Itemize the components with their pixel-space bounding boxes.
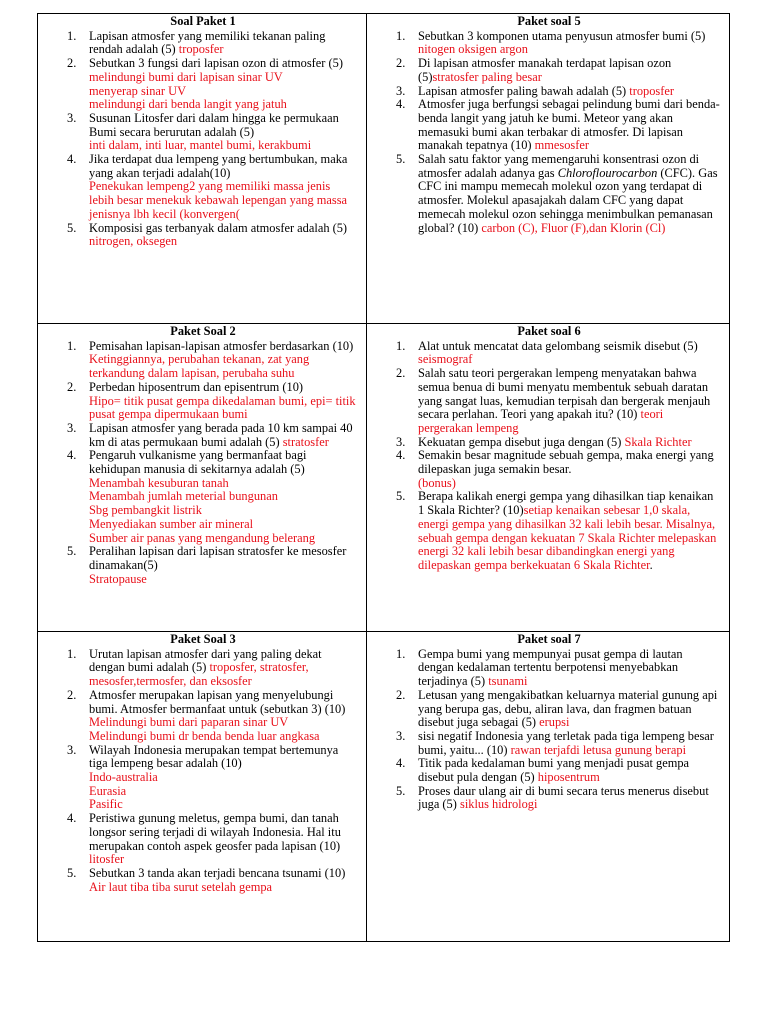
answer-text: Penekukan lempeng2 yang memiliki massa jenis lebih besar menekuk kebawah lepengan yang massa jenisnya lbh kecil (konvergen( bbox=[89, 179, 348, 221]
question-number: 4. bbox=[67, 811, 77, 826]
answer-text: setiap kenaikan sebesar 1,0 skala, energi gempa yang dihasilkan 32 kali lebih besar. Misalnya, sebuah gempa dengan kekuatan 7 Skala Richter melepaskan energi 32 kali lebih besar dibandingkan energi yang dilepaskan gempa berkekuatan 6 Skala Richter bbox=[418, 503, 717, 572]
question-item bbox=[48, 744, 358, 813]
answer-text: carbon (C), Fluor (F),dan Klorin (Cl) bbox=[481, 220, 666, 235]
question-item bbox=[377, 98, 721, 153]
question-text: Komposisi gas terbanyak dalam atmosfer adalah (5) bbox=[89, 220, 348, 235]
question-number: 4. bbox=[67, 448, 77, 463]
question-text: Salah satu teori pergerakan lempeng menyatakan bahwa semua benua di bumi menyatu membentuk sebuah daratan yang sangat luas, kemudian terpisah dan bergerak menjauh secara perlahan. Teori yang apakah itu? (10) bbox=[418, 366, 711, 422]
question-number: 4. bbox=[396, 756, 406, 771]
question-item bbox=[48, 689, 358, 744]
question-item bbox=[48, 57, 358, 112]
question-item bbox=[48, 112, 358, 153]
question-list bbox=[48, 648, 358, 895]
question-text: Perbedan hiposentrum dan episentrum (10) bbox=[89, 379, 304, 394]
question-item bbox=[377, 490, 721, 572]
answer-text: troposfer, stratosfer, mesosfer,termosfer, dan eksosfer bbox=[89, 660, 309, 689]
answer-text: Sbg pembangkit listrik bbox=[89, 503, 202, 518]
cell-paket-5 bbox=[367, 14, 729, 324]
answer-text: Air laut tiba tiba surut setelah gempa bbox=[89, 879, 273, 894]
cell-paket-3 bbox=[38, 632, 367, 941]
packet-title: Paket Soal 3 bbox=[170, 632, 236, 646]
question-number: 5. bbox=[396, 489, 406, 504]
packet-title: Paket soal 6 bbox=[517, 324, 581, 338]
question-item bbox=[377, 436, 721, 450]
question-item bbox=[377, 689, 721, 730]
question-number: 1. bbox=[396, 646, 406, 661]
question-number: 1. bbox=[67, 338, 77, 353]
question-text: Lapisan atmosfer yang memiliki tekanan paling rendah adalah (5) bbox=[89, 28, 326, 57]
question-item bbox=[48, 222, 358, 249]
question-text: Titik pada kedalaman bumi yang menjadi pusat gempa disebut pula dengan (5) bbox=[418, 756, 690, 785]
question-number: 1. bbox=[67, 646, 77, 661]
question-text: Gempa bumi yang mempunyai pusat gempa di lautan dengan kedalaman tertentu berpotensi menyebabkan terjadinya (5) bbox=[418, 646, 683, 689]
question-item bbox=[377, 153, 721, 235]
answer-text: litosfer bbox=[89, 852, 125, 867]
question-list bbox=[48, 340, 358, 587]
answer-text: Indo-australia bbox=[89, 770, 158, 785]
question-list bbox=[48, 30, 358, 249]
answer-text: Ketinggiannya, perubahan tekanan, zat yang terkandung dalam lapisan, perubaha suhu bbox=[89, 352, 310, 381]
question-item bbox=[377, 85, 721, 99]
question-item bbox=[377, 340, 721, 367]
question-text: Lapisan atmosfer yang berada pada 10 km sampai 40 km di atas permukaan bumi adalah (5) bbox=[89, 420, 353, 449]
question-text: Sebutkan 3 fungsi dari lapisan ozon di atmosfer (5) bbox=[89, 56, 343, 71]
answer-text: Stratopause bbox=[89, 571, 147, 586]
question-text-part: (CFC). Gas CFC ini mampu memecah molekul ozon yang terdapat di atmosfer. Molekul apasajakah dalam CFC yang dapat memecah molekul ozon sehingga menimbulkan pemanasan global? (10) bbox=[418, 165, 718, 235]
question-item bbox=[48, 449, 358, 545]
question-text: Sebutkan 3 tanda akan terjadi bencana tsunami (10) bbox=[89, 865, 346, 880]
question-number: 2. bbox=[67, 379, 77, 394]
question-text: Alat untuk mencatat data gelombang seismik disebut (5) bbox=[418, 338, 698, 353]
question-number: 5. bbox=[67, 544, 77, 559]
question-item bbox=[48, 545, 358, 586]
answer-text: melindungi dari benda langit yang jatuh bbox=[89, 97, 287, 112]
answer-text: rawan terjafdi letusa gunung berapi bbox=[510, 742, 687, 757]
question-text-part: Salah satu faktor yang memengaruhi konsentrasi ozon di atmosfer adalah adanya gas bbox=[418, 152, 700, 180]
question-item bbox=[48, 812, 358, 867]
answer-text: stratosfer paling besar bbox=[432, 69, 542, 84]
question-text-italic: Chloroflourocarbon bbox=[557, 165, 658, 180]
question-item bbox=[377, 730, 721, 757]
answer-text: nitogen oksigen argon bbox=[418, 42, 528, 57]
question-item bbox=[377, 648, 721, 689]
answer-text: troposfer bbox=[178, 42, 224, 57]
question-number: 3. bbox=[67, 110, 77, 125]
answer-text: Sumber air panas yang mengandung belerang bbox=[89, 530, 316, 545]
question-item bbox=[48, 340, 358, 381]
packet-title: Paket soal 5 bbox=[517, 14, 581, 28]
question-number: 5. bbox=[67, 220, 77, 235]
question-text: Susunan Litosfer dari dalam hingga ke permukaan Bumi secara berurutan adalah (5) bbox=[89, 110, 339, 139]
question-number: 5. bbox=[396, 152, 406, 167]
answer-text: stratosfer bbox=[282, 434, 329, 449]
question-text: Berapa kalikah energi gempa yang dihasilkan tiap kenaikan 1 Skala Richter? (10) bbox=[418, 489, 714, 518]
question-text: Kekuatan gempa disebut juga dengan (5) bbox=[418, 434, 622, 449]
question-item bbox=[48, 30, 358, 57]
packet-title: Soal Paket 1 bbox=[170, 14, 236, 28]
question-number: 3. bbox=[396, 728, 406, 743]
answer-text: troposfer bbox=[629, 83, 674, 98]
question-text: Lapisan atmosfer paling bawah adalah (5) bbox=[418, 83, 627, 98]
question-item bbox=[377, 30, 721, 57]
question-text: Wilayah Indonesia merupakan tempat bertemunya tiga lempeng besar adalah (10) bbox=[89, 742, 339, 771]
question-table bbox=[37, 13, 730, 942]
question-item bbox=[48, 381, 358, 422]
question-item bbox=[48, 422, 358, 449]
question-text: Atmosfer merupakan lapisan yang menyelubungi bumi. Atmosfer bermanfaat untuk (sebutkan 3) (10) bbox=[89, 687, 346, 716]
question-text: Urutan lapisan atmosfer dari yang paling dekat dengan bumi adalah (5) bbox=[89, 646, 322, 675]
answer-text: teori pergerakan lempeng bbox=[418, 407, 664, 435]
question-text: Peralihan lapisan dari lapisan stratosfer ke mesosfer dinamakan(5) bbox=[89, 544, 347, 572]
question-number: 1. bbox=[67, 28, 77, 43]
question-number: 4. bbox=[396, 448, 406, 463]
question-list bbox=[377, 648, 721, 812]
question-number: 3. bbox=[67, 420, 77, 435]
question-number: 3. bbox=[67, 742, 77, 757]
question-number: 2. bbox=[396, 687, 406, 702]
question-text: Semakin besar magnitude sebuah gempa, maka energi yang dilepaskan juga semakin besar. bbox=[418, 448, 714, 477]
cell-paket-6 bbox=[367, 324, 729, 632]
question-number: 4. bbox=[67, 152, 77, 167]
answer-text: siklus hidrologi bbox=[460, 797, 538, 812]
answer-text: Skala Richter bbox=[624, 434, 692, 449]
answer-text: Menambah kesuburan tanah bbox=[89, 475, 229, 490]
question-number: 5. bbox=[396, 783, 406, 798]
answer-text: nitrogen, oksegen bbox=[89, 234, 178, 249]
answer-text: Melindungi bumi dr benda benda luar angkasa bbox=[89, 728, 320, 743]
question-number: 4. bbox=[396, 97, 406, 112]
question-item bbox=[377, 57, 721, 84]
answer-text: erupsi bbox=[539, 715, 570, 730]
answer-text: Melindungi bumi dari paparan sinar UV bbox=[89, 715, 289, 730]
cell-paket-7 bbox=[367, 632, 729, 941]
question-number: 1. bbox=[396, 28, 406, 43]
question-text: Pengaruh vulkanisme yang bermanfaat bagi kehidupan manusia di sekitarnya adalah (5) bbox=[89, 448, 307, 477]
answer-text: Menambah jumlah meterial bungunan bbox=[89, 489, 278, 504]
question-number: 2. bbox=[67, 56, 77, 71]
answer-text: melindungi bumi dari lapisan sinar UV bbox=[89, 69, 283, 84]
cell-paket-1 bbox=[38, 14, 367, 324]
question-list bbox=[377, 30, 721, 236]
question-text: Pemisahan lapisan-lapisan atmosfer berdasarkan (10) bbox=[89, 338, 354, 353]
cell-paket-2 bbox=[38, 324, 367, 632]
question-item bbox=[48, 153, 358, 222]
question-item bbox=[48, 648, 358, 689]
question-text: Proses daur ulang air di bumi secara terus menerus disebut juga (5) bbox=[418, 783, 709, 812]
packet-title: Paket Soal 2 bbox=[170, 324, 236, 338]
answer-text: tsunami bbox=[488, 674, 528, 689]
answer-trailing-punctuation: . bbox=[649, 557, 653, 572]
answer-text: seismograf bbox=[418, 352, 473, 367]
question-number: 3. bbox=[396, 434, 406, 449]
question-text: Sebutkan 3 komponen utama penyusun atmosfer bumi (5) bbox=[418, 28, 706, 43]
answer-text: (bonus) bbox=[418, 475, 456, 490]
question-list bbox=[377, 340, 721, 573]
answer-text: Pasific bbox=[89, 797, 123, 812]
question-text: sisi negatif Indonesia yang terletak pada tiga lempeng besar bumi, yaitu... (10) bbox=[418, 728, 714, 757]
question-item bbox=[377, 367, 721, 436]
answer-text: Eurasia bbox=[89, 783, 127, 798]
question-text: Letusan yang mengakibatkan keluarnya material gunung api yang berupa gas, debu, aliran lava, dan fragmen batuan disebut juga sebagai (5) bbox=[418, 687, 718, 730]
question-text: Peristiwa gunung meletus, gempa bumi, dan tanah longsor sering terjadi di wilayah Indonesia. Hal itu merupakan contoh aspek geosfer pada lapisan (10) bbox=[89, 811, 341, 853]
question-item bbox=[377, 449, 721, 490]
question-item bbox=[377, 757, 721, 784]
question-text: Atmosfer juga berfungsi sebagai pelindung bumi dari benda-benda langit yang jatuh ke bumi. Meteor yang akan memasuki bumi akan terbakar di atmosfer. Di lapisan manakah tepatnya (10) bbox=[418, 97, 720, 153]
answer-text: menyerap sinar UV bbox=[89, 83, 187, 98]
question-number: 1. bbox=[396, 338, 406, 353]
question-number: 2. bbox=[396, 56, 406, 71]
question-item bbox=[48, 867, 358, 894]
question-text: Jika terdapat dua lempeng yang bertumbukan, maka yang akan terjadi adalah(10) bbox=[89, 152, 348, 180]
answer-text: Hipo= titik pusat gempa dikedalaman bumi, epi= titik pusat gempa dipermukaan bumi bbox=[89, 393, 356, 422]
answer-text: Menyediakan sumber air mineral bbox=[89, 516, 254, 531]
question-item bbox=[377, 785, 721, 812]
question-number: 2. bbox=[67, 687, 77, 702]
question-number: 3. bbox=[396, 83, 406, 98]
answer-text: inti dalam, inti luar, mantel bumi, kerakbumi bbox=[89, 138, 312, 153]
question-number: 5. bbox=[67, 865, 77, 880]
packet-title: Paket soal 7 bbox=[517, 632, 581, 646]
answer-text: hiposentrum bbox=[537, 770, 600, 785]
answer-text: mmesosfer bbox=[534, 138, 590, 153]
question-text: Di lapisan atmosfer manakah terdapat lapisan ozon (5) bbox=[418, 56, 672, 84]
question-number: 2. bbox=[396, 366, 406, 381]
